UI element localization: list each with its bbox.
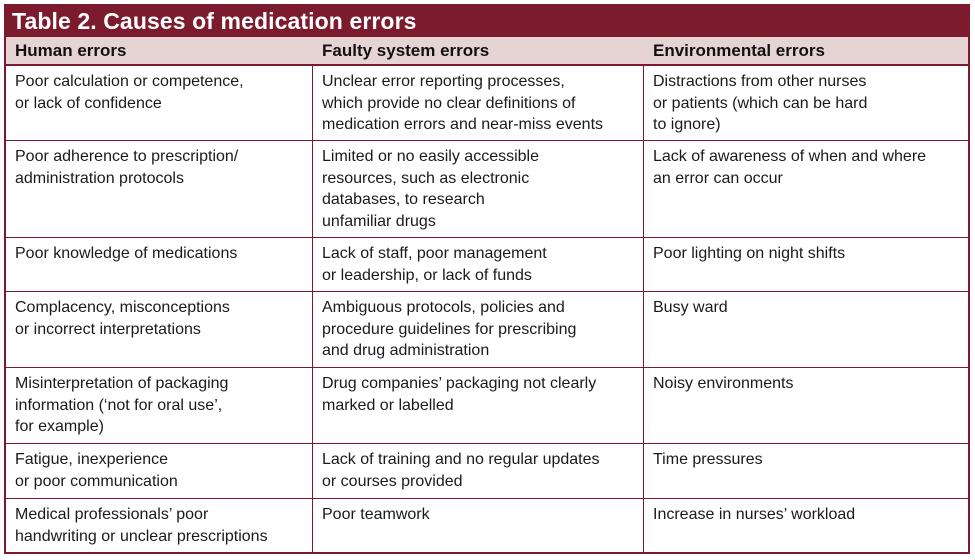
cell-system-error: Drug companies’ packaging not clearly marked or labelled: [313, 368, 644, 443]
column-header-human-errors: Human errors: [15, 41, 127, 60]
cell-system-error: Lack of training and no regular updates or courses provided: [313, 444, 644, 498]
table-row: [6, 292, 968, 368]
cell-system-error: Limited or no easily accessible resources, such as electronic databases, to research unfamiliar drugs: [313, 141, 644, 237]
cell-environmental-error: Poor lighting on night shifts: [653, 245, 846, 262]
cell-system-error: Poor teamwork: [313, 499, 644, 554]
cell-environmental-error: Increase in nurses’ workload: [653, 506, 856, 523]
cell-human-error: Medical professionals’ poor handwriting or unclear prescriptions: [6, 499, 313, 554]
table-row: [6, 444, 968, 499]
cell-human-error: Poor knowledge of medications: [6, 238, 313, 291]
table-title: Table 2. Causes of medication errors: [6, 6, 968, 37]
table-body: [6, 66, 968, 554]
table-header-row: [6, 37, 968, 66]
cell-system-error: Ambiguous protocols, policies and procedure guidelines for prescribing and drug administration: [313, 292, 644, 367]
table-row: [6, 238, 968, 292]
cell-environmental-error: Busy ward: [653, 299, 728, 316]
table-row: [6, 141, 968, 238]
cell-environmental-error: Lack of awareness of when and where an error can occur: [653, 148, 927, 187]
cell-human-error: Poor adherence to prescription/ administration protocols: [6, 141, 313, 237]
cell-human-error: Complacency, misconceptions or incorrect interpretations: [6, 292, 313, 367]
table-row: [6, 368, 968, 444]
table-row: [6, 499, 968, 554]
cell-environmental-error: Time pressures: [653, 451, 763, 468]
cell-environmental-error: Noisy environments: [653, 375, 794, 392]
cell-environmental-error: Distractions from other nurses or patients (which can be hard to ignore): [653, 73, 868, 133]
column-header-environmental-errors: Environmental errors: [653, 41, 825, 60]
table-row: [6, 66, 968, 141]
cell-system-error: Lack of staff, poor management or leadership, or lack of funds: [313, 238, 644, 291]
cell-human-error: Misinterpretation of packaging information (‘not for oral use’, for example): [6, 368, 313, 443]
cell-human-error: Poor calculation or competence, or lack of confidence: [6, 66, 313, 140]
table-frame: [4, 4, 970, 554]
column-header-faulty-system-errors: Faulty system errors: [322, 41, 490, 60]
cell-system-error: Unclear error reporting processes, which provide no clear definitions of medication errors and near-miss events: [313, 66, 644, 140]
cell-human-error: Fatigue, inexperience or poor communication: [6, 444, 313, 498]
